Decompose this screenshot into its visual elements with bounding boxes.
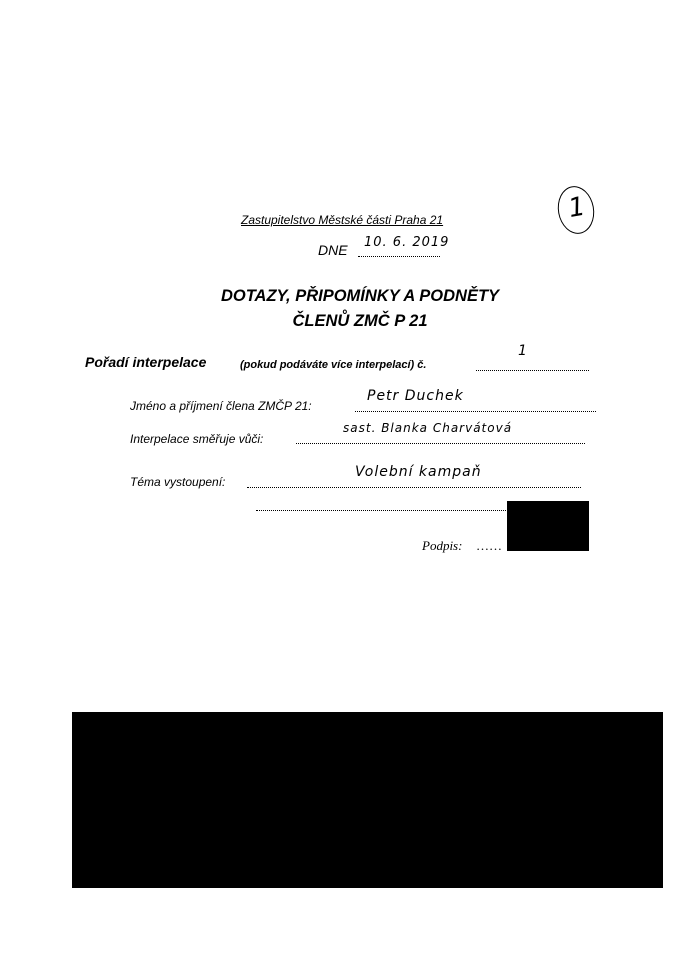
target-field [296,421,585,444]
date-field [358,235,450,257]
date-value: 10. 6. 2019 [364,235,450,250]
name-field [355,388,596,412]
interpelace-note: (pokud podáváte více interpelací) č. [240,359,427,371]
interpelace-label: Pořadí interpelace [85,354,207,370]
signature-label: Podpis: [422,538,463,553]
document-subtitle: ČLENŮ ZMČ P 21 [292,312,428,330]
redacted-block [72,712,663,888]
topic-label: Téma vystoupení: [130,475,226,489]
signature-dots: …… [476,538,502,553]
target-label: Interpelace směřuje vůči: [130,432,264,446]
council-name: Zastupitelstvo Městské části Praha 21 [241,213,444,227]
document-title: DOTAZY, PŘIPOMÍNKY A PODNĚTY [220,287,500,305]
topic-value: Volební kampaň [355,464,482,480]
page-number: 1 [566,191,589,225]
date-label: DNE [318,242,348,258]
name-value: Petr Duchek [367,388,464,404]
topic-field [247,464,581,488]
interpelace-field [476,343,589,371]
topic-field-line2 [256,498,508,511]
page-number-circle [554,183,598,237]
target-value: sast. Blanka Charvátová [343,421,513,435]
name-label: Jméno a příjmení člena ZMČP 21: [130,399,312,413]
signature-redaction [507,501,589,551]
interpelace-value: 1 [518,343,528,359]
